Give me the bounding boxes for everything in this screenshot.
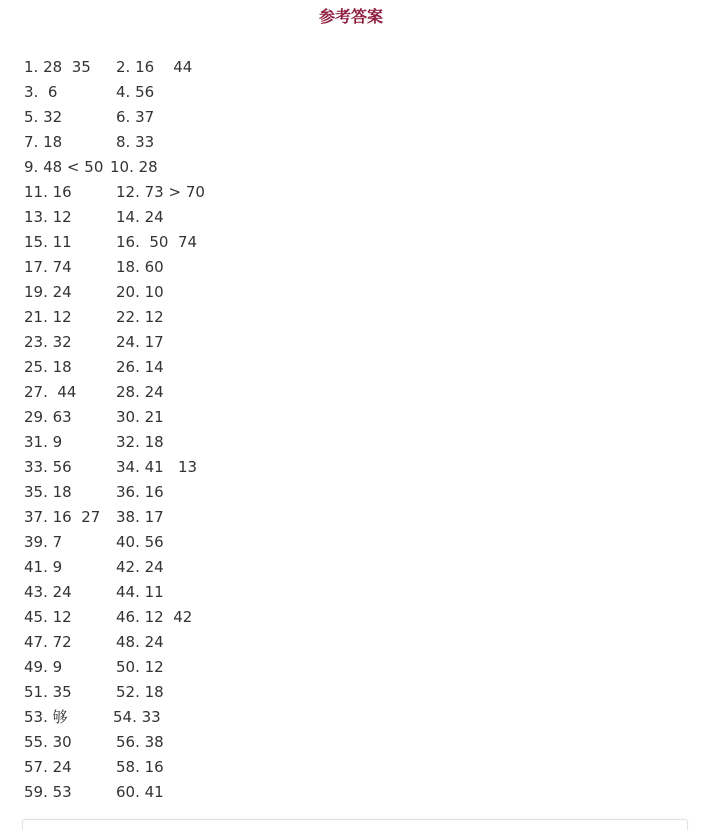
answer-item: 58. 16 [116,758,164,776]
answer-item: 34. 41 13 [116,458,198,476]
answer-item: 26. 14 [116,358,164,376]
answer-item: 7. 18 [24,133,63,151]
answer-item: 37. 16 27 [24,508,101,526]
answer-item: 20. 10 [116,283,164,301]
answer-item: 1. 28 35 [24,58,91,76]
answer-item: 10. 28 [110,158,158,176]
answer-item: 53. 够 [24,708,68,726]
answer-item: 30. 21 [116,408,164,426]
answer-item: 42. 24 [116,558,164,576]
answer-item: 14. 24 [116,208,164,226]
answer-item: 22. 12 [116,308,164,326]
answer-item: 5. 32 [24,108,63,126]
answer-item: 51. 35 [24,683,72,701]
answer-item: 38. 17 [116,508,164,526]
answer-item: 50. 12 [116,658,164,676]
answer-item: 52. 18 [116,683,164,701]
answer-item: 3. 6 [24,83,58,101]
answer-item: 49. 9 [24,658,63,676]
answer-item: 46. 12 42 [116,608,193,626]
answer-item: 9. 48 < 50 [24,158,104,176]
answer-item: 31. 9 [24,433,63,451]
answer-item: 13. 12 [24,208,72,226]
answer-item: 54. 33 [113,708,161,726]
answer-item: 25. 18 [24,358,72,376]
answer-item: 39. 7 [24,533,63,551]
answer-item: 59. 53 [24,783,72,801]
answer-item: 15. 11 [24,233,72,251]
answer-item: 41. 9 [24,558,63,576]
answer-item: 6. 37 [116,108,155,126]
answer-item: 19. 24 [24,283,72,301]
answer-item: 28. 24 [116,383,164,401]
answer-item: 36. 16 [116,483,164,501]
answer-item: 44. 11 [116,583,164,601]
answer-item: 60. 41 [116,783,164,801]
answer-item: 17. 74 [24,258,72,276]
answer-item: 24. 17 [116,333,164,351]
answer-item: 16. 50 74 [116,233,198,251]
answer-item: 18. 60 [116,258,164,276]
answer-item: 2. 16 44 [116,58,193,76]
answer-item: 8. 33 [116,133,155,151]
answer-item: 55. 30 [24,733,72,751]
page-title: 参考答案 [318,7,383,26]
answer-item: 12. 73 > 70 [116,183,205,201]
answer-item: 35. 18 [24,483,72,501]
answer-item: 57. 24 [24,758,72,776]
answer-item: 47. 72 [24,633,72,651]
answer-item: 43. 24 [24,583,72,601]
answer-item: 33. 56 [24,458,72,476]
answer-item: 32. 18 [116,433,164,451]
answer-item: 27. 44 [24,383,77,401]
answer-item: 40. 56 [116,533,164,551]
answer-item: 11. 16 [24,183,72,201]
answer-item: 29. 63 [24,408,72,426]
answer-item: 45. 12 [24,608,72,626]
answer-item: 4. 56 [116,83,155,101]
answer-item: 56. 38 [116,733,164,751]
answer-item: 23. 32 [24,333,72,351]
answer-item: 48. 24 [116,633,164,651]
answer-item: 21. 12 [24,308,72,326]
